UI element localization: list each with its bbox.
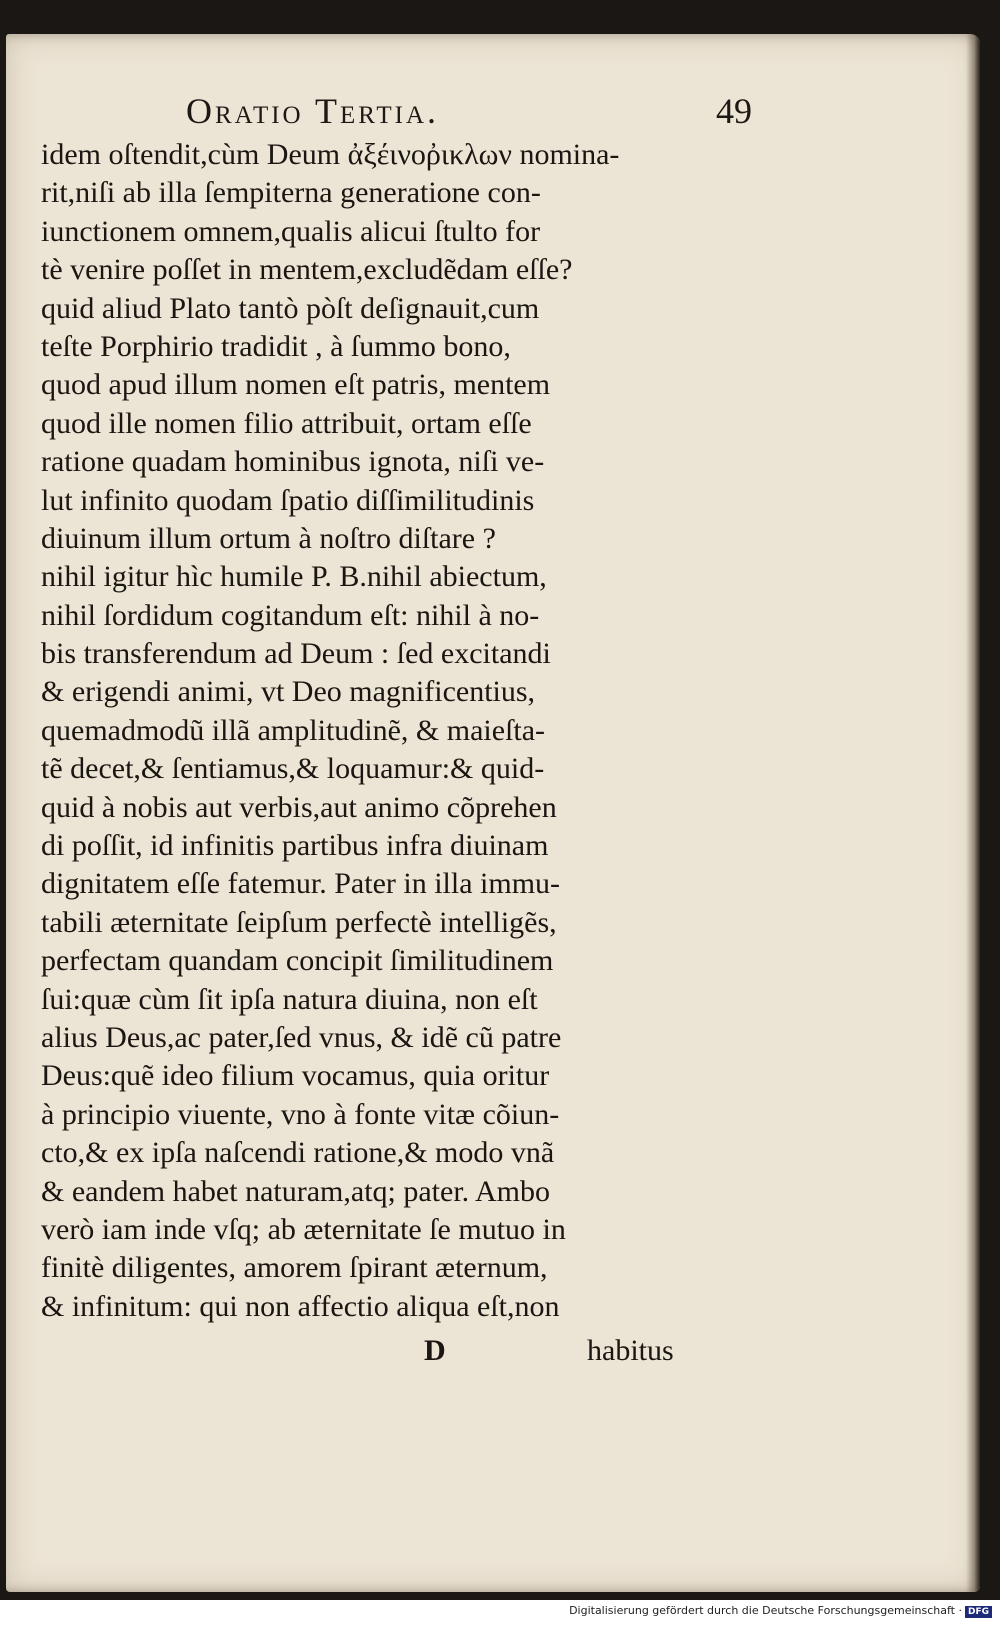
text-line: lut infinito quodam ſpatio diſſimilitudinis (41, 483, 535, 517)
text-line: & infinitum: qui non affectio aliqua eſt,non (41, 1289, 560, 1323)
text-line: teſte Porphirio tradidit , à ſummo bono, (41, 329, 511, 363)
text-line: dignitatem eſſe fatemur. Pater in illa immu- (41, 867, 561, 901)
text-line: idem oſtendit,cùm Deum ἀξέινοῤικλων nomina- (41, 138, 620, 171)
text-line: quod ille nomen filio attribuit, ortam eſſe (41, 406, 532, 440)
text-line: diuinum illum ortum à noſtro diſtare ? (41, 521, 496, 555)
footer-credit (569, 1604, 992, 1618)
body-text (41, 136, 721, 1326)
signature-mark: D (424, 1334, 446, 1367)
catchword: habitus (587, 1334, 674, 1367)
text-line: tè venire poſſet in mentem,excludẽdam eſſe? (41, 253, 573, 287)
text-line: cto,& ex ipſa naſcendi ratione,& modo vnã (41, 1136, 555, 1170)
text-line: tẽ decet,& ſentiamus,& loquamur:& quid- (41, 752, 545, 786)
text-line: verò iam inde vſq; ab æternitate ſe mutuo in (41, 1212, 566, 1246)
text-line: & erigendi animi, vt Deo magnificentius, (41, 675, 536, 709)
page-edge (966, 34, 980, 1592)
text-line: ſui:quæ cùm ſit ipſa natura diuina, non eſt (41, 982, 538, 1016)
dfg-logo: DFG (965, 1606, 992, 1618)
text-line: nihil igitur hìc humile P. B.nihil abiectum, (41, 560, 547, 594)
text-line: quid aliud Plato tantò pòſt deſignauit,cum (41, 291, 540, 325)
text-line: finitè diligentes, amorem ſpirant æternum, (41, 1251, 548, 1285)
text-line: quod apud illum nomen eſt patris, mentem (41, 368, 551, 402)
text-line: bis transferendum ad Deum : ſed excitandi (41, 637, 551, 671)
text-line: ratione quadam hominibus ignota, niſi ve- (41, 445, 545, 479)
text-line: quemadmodũ illã amplitudinẽ, & maieſta- (41, 713, 546, 747)
text-line: nihil ſordidum cogitandum eſt: nihil à no- (41, 598, 540, 632)
text-line: di poſſit, id infinitis partibus infra diuinam (41, 829, 549, 863)
footer-text: Digitalisierung gefördert durch die Deutsche Forschungsgemeinschaft · (569, 1604, 962, 1617)
text-line: & eandem habet naturam,atq; pater. Ambo (41, 1174, 551, 1208)
page-number: 49 (716, 91, 752, 131)
text-line: Deus:quẽ ideo filium vocamus, quia oritur (41, 1059, 550, 1093)
running-head: Oratio Tertia. (186, 91, 440, 131)
text-line: iunctionem omnem,qualis alicui ſtulto for (41, 214, 541, 248)
text-line: tabili æternitate ſeipſum perfectè intelligẽs, (41, 905, 557, 939)
text-line: à principio viuente, vno à fonte vitæ cõiun- (41, 1097, 560, 1131)
text-line: alius Deus,ac pater,ſed vnus, & idẽ cũ patre (41, 1020, 562, 1054)
text-line: rit,niſi ab illa ſempiterna generatione con- (41, 176, 541, 210)
text-line: quid à nobis aut verbis,aut animo cõprehen (41, 790, 557, 824)
text-line: perfectam quandam concipit ſimilitudinem (41, 944, 554, 978)
